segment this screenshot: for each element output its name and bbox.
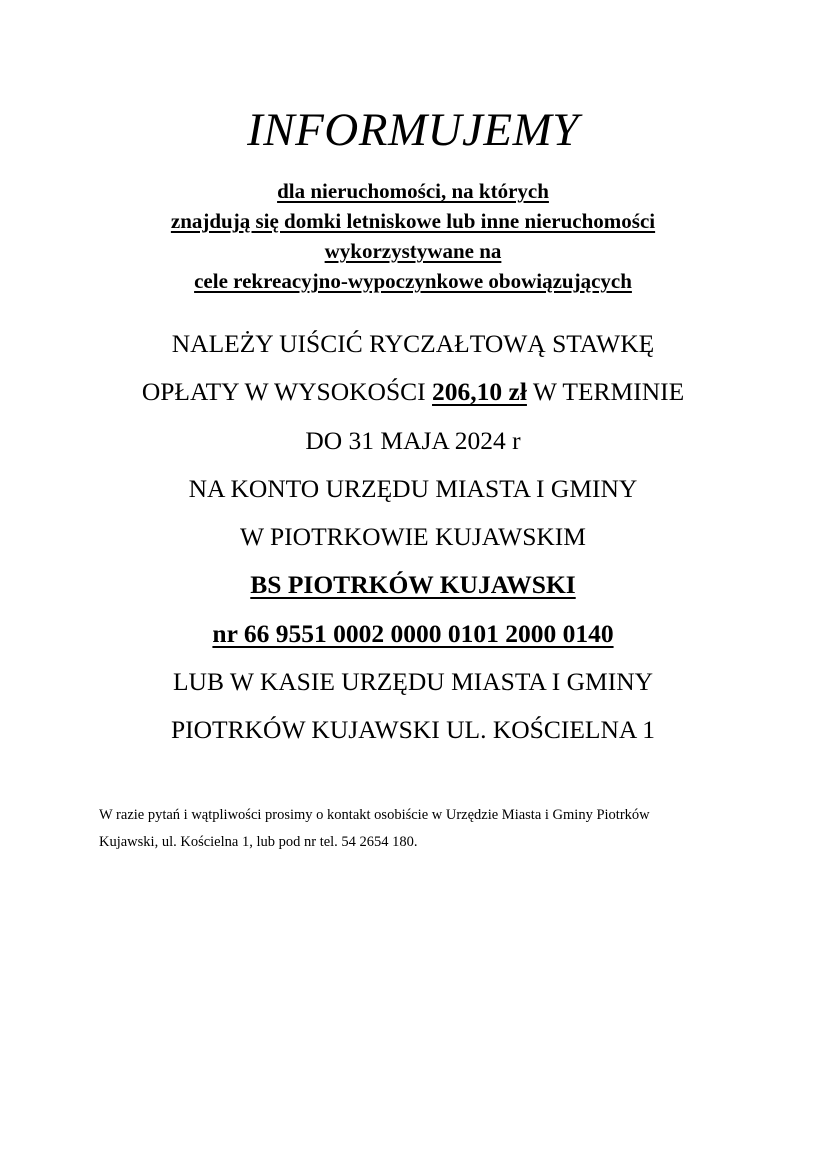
payment-info-block xyxy=(0,320,826,755)
payment-line-2-prefix: OPŁATY W WYSOKOŚCI xyxy=(141,377,433,407)
subtitle-block xyxy=(60,176,766,296)
account-number: nr 66 9551 0002 0000 0101 2000 0140 xyxy=(212,618,614,648)
subtitle-line-2: znajdują się domki letniskowe lub inne nieruchomości xyxy=(170,209,656,233)
subtitle-line-4: cele rekreacyjno-wypoczynkowe obowiązujących xyxy=(194,269,632,293)
subtitle-line-1: dla nieruchomości, na których xyxy=(277,179,549,203)
contact-note-line-2: Kujawski, ul. Kościelna 1, lub pod nr tel. 54 2654 180. xyxy=(99,834,418,850)
account-number-row xyxy=(0,610,826,658)
bank-name: BS PIOTRKÓW KUJAWSKI xyxy=(250,570,576,600)
payment-line-2 xyxy=(0,368,826,416)
document-title: INFORMUJEMY xyxy=(247,104,579,156)
contact-note xyxy=(99,802,749,856)
payment-line-4: NA KONTO URZĘDU MIASTA I GMINY xyxy=(188,473,638,503)
contact-note-line-1: W razie pytań i wątpliwości prosimy o kontakt osobiście w Urzędzie Miasta i Gminy Piotrków xyxy=(99,807,650,823)
payment-deadline: DO 31 MAJA 2024 r xyxy=(305,425,521,455)
payment-amount: 206,10 zł xyxy=(432,377,527,407)
payment-line-5: W PIOTRKOWIE KUJAWSKIM xyxy=(240,522,586,552)
payment-line-8: LUB W KASIE URZĘDU MIASTA I GMINY xyxy=(172,667,654,697)
subtitle-line-3: wykorzystywane na xyxy=(324,239,502,263)
payment-line-2-suffix: W TERMINIE xyxy=(526,377,685,407)
payment-line-9: PIOTRKÓW KUJAWSKI UL. KOŚCIELNA 1 xyxy=(170,715,656,745)
payment-line-1: NALEŻY UIŚCIĆ RYCZAŁTOWĄ STAWKĘ xyxy=(171,329,655,358)
bank-name-row xyxy=(0,561,826,609)
